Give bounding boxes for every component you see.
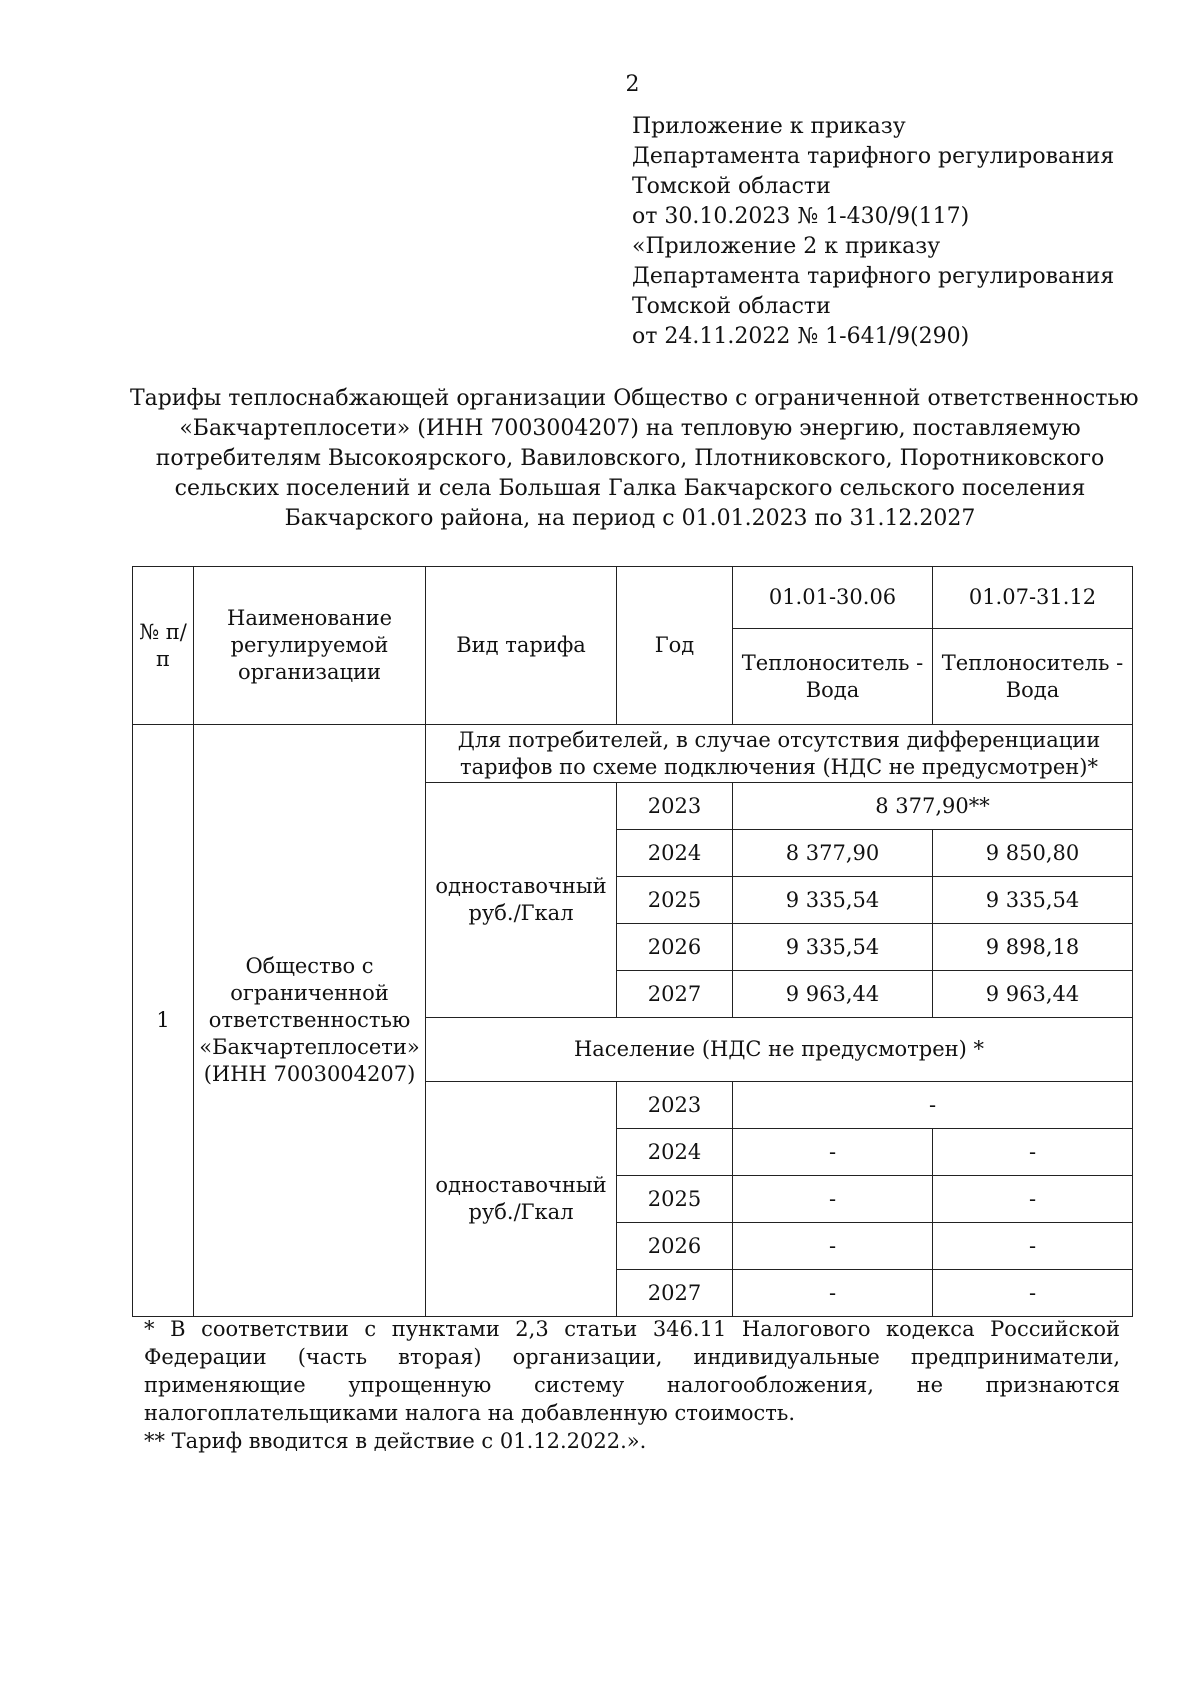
tariff-value: 9 335,54 xyxy=(933,877,1133,924)
title-line: Тарифы теплоснабжающей организации Общество с ограниченной ответственностью xyxy=(130,386,1139,411)
tariff-value: 8 377,90** xyxy=(733,783,1133,830)
header-year: Год xyxy=(617,567,733,725)
tariff-value: 8 377,90 xyxy=(733,830,933,877)
header-tariff-type: Вид тарифа xyxy=(426,567,617,725)
title-line: потребителям Высокоярского, Вавиловского, Плотниковского, Поротниковского xyxy=(155,446,1105,471)
tariff-type: одноставочный руб./Гкал xyxy=(426,1082,617,1317)
order-header xyxy=(632,112,1114,352)
header-line: от 30.10.2023 № 1-430/9(117) xyxy=(632,204,970,229)
tariff-value: 9 963,44 xyxy=(933,971,1133,1018)
year-cell: 2027 xyxy=(617,971,733,1018)
section-title: Население (НДС не предусмотрен) * xyxy=(426,1018,1133,1082)
tariff-value: 9 898,18 xyxy=(933,924,1133,971)
footnote-2: ** Тариф вводится в действие с 01.12.2022.». xyxy=(144,1429,647,1453)
tariff-value: - xyxy=(933,1129,1133,1176)
year-cell: 2027 xyxy=(617,1270,733,1317)
year-cell: 2023 xyxy=(617,1082,733,1129)
header-org: Наименование регулируемой организации xyxy=(194,567,426,725)
header-line: Томской области xyxy=(632,294,831,319)
tariff-value: - xyxy=(733,1270,933,1317)
footnote-1: * В соответствии с пунктами 2,3 статьи 346.11 Налогового кодекса Российской Федерации (часть вторая) организации, индивидуальные предприниматели, применяющие упрощенную систему налогообложения, не признаются налогоплательщиками налога на добавленную стоимость. xyxy=(144,1317,1120,1425)
title-line: «Бакчартеплосети» (ИНН 7003004207) на тепловую энергию, поставляемую xyxy=(179,416,1081,441)
footnotes xyxy=(144,1315,1120,1455)
tariff-value: 9 335,54 xyxy=(733,877,933,924)
row-number: 1 xyxy=(133,725,194,1317)
year-cell: 2026 xyxy=(617,924,733,971)
section-title: Для потребителей, в случае отсутствия дифференциации тарифов по схеме подключения (НДС не предусмотрен)* xyxy=(426,725,1133,783)
year-cell: 2024 xyxy=(617,830,733,877)
year-cell: 2024 xyxy=(617,1129,733,1176)
organization-name: Общество с ограниченной ответственностью «Бакчартеплосети» (ИНН 7003004207) xyxy=(194,725,426,1317)
header-period-2: 01.07-31.12 xyxy=(933,567,1133,629)
header-line: Приложение к приказу xyxy=(632,114,906,139)
header-line: Департамента тарифного регулирования xyxy=(632,264,1115,289)
document-title xyxy=(130,384,1139,534)
title-line: Бакчарского района, на период с 01.01.2023 по 31.12.2027 xyxy=(284,506,976,531)
header-line: Департамента тарифного регулирования xyxy=(632,144,1115,169)
header-line: от 24.11.2022 № 1-641/9(290) xyxy=(632,324,970,349)
tariff-value: - xyxy=(733,1176,933,1223)
tariff-type: одноставочный руб./Гкал xyxy=(426,783,617,1018)
tariff-value: - xyxy=(733,1223,933,1270)
header-carrier-2: Теплоноситель - Вода xyxy=(933,629,1133,725)
tariff-value: 9 335,54 xyxy=(733,924,933,971)
header-carrier-1: Теплоноситель - Вода xyxy=(733,629,933,725)
year-cell: 2025 xyxy=(617,877,733,924)
title-line: сельских поселений и села Большая Галка Бакчарского сельского поселения xyxy=(174,476,1086,501)
tariff-value: 9 850,80 xyxy=(933,830,1133,877)
header-line: Томской области xyxy=(632,174,831,199)
tariff-value: - xyxy=(933,1176,1133,1223)
year-cell: 2025 xyxy=(617,1176,733,1223)
year-cell: 2023 xyxy=(617,783,733,830)
header-line: «Приложение 2 к приказу xyxy=(632,234,941,259)
header-period-1: 01.01-30.06 xyxy=(733,567,933,629)
tariff-value: - xyxy=(733,1082,1133,1129)
tariff-value: 9 963,44 xyxy=(733,971,933,1018)
header-num: № п/п xyxy=(133,567,194,725)
tariff-value: - xyxy=(933,1223,1133,1270)
tariff-value: - xyxy=(733,1129,933,1176)
tariff-value: - xyxy=(933,1270,1133,1317)
tariff-table xyxy=(132,566,1133,1317)
year-cell: 2026 xyxy=(617,1223,733,1270)
page-number: 2 xyxy=(625,72,640,97)
